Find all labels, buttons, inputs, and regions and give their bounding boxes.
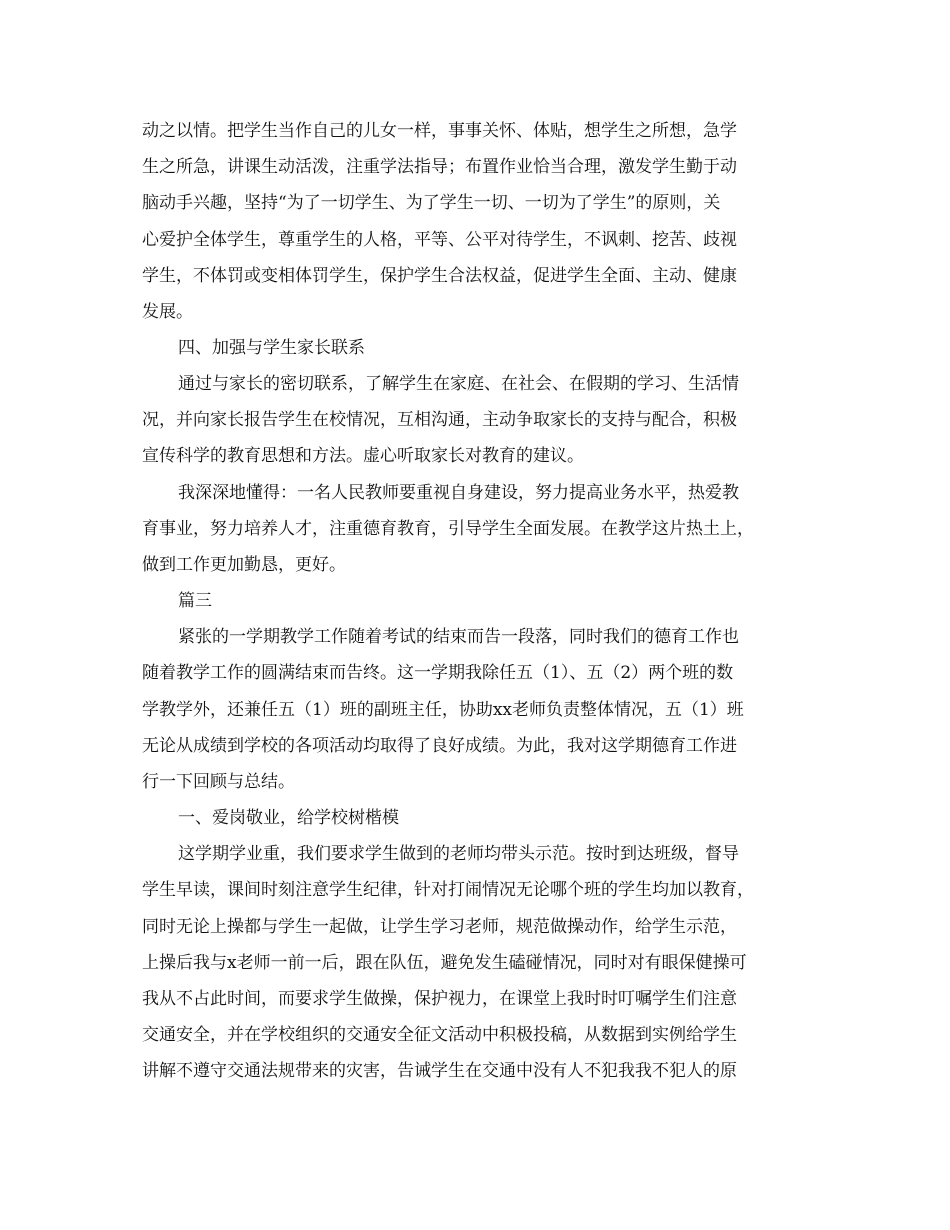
text-line: 学教学外，还兼任五（1）班的副班主任，协助xx老师负责整体情况，五（1）班 [142,700,744,720]
text-line: 这学期学业重，我们要求学生做到的老师均带头示范。按时到达班级，督导 [178,844,739,864]
text-line: 通过与家长的密切联系，了解学生在家庭、在社会、在假期的学习、生活情 [178,374,739,394]
text-line: 交通安全，并在学校组织的交通安全征文活动中积极投稿，从数据到实例给学生 [142,1025,737,1045]
text-line: 动之以情。把学生当作自己的儿女一样，事事关怀、体贴，想学生之所想，急学 [142,121,737,141]
text-line: 脑动手兴趣，坚持“为了一切学生、为了学生一切、一切为了学生”的原则，关 [142,193,721,213]
text-line: 宣传科学的教育思想和方法。虚心听取家长对教育的建议。 [142,446,584,466]
text-line: 生之所急，讲课生动活泼，注重学法指导；布置作业恰当合理，激发学生勤于动 [142,157,737,177]
text-line: 学生早读，课间时刻注意学生纪律，针对打闹情况无论哪个班的学生均加以教育， [142,880,754,900]
section-heading: 一、爱岗敬业，给学校树楷模 [178,808,399,828]
text-line: 无论从成绩到学校的各项活动均取得了良好成绩。为此，我对这学期德育工作进 [142,736,737,756]
text-line: 况，并向家长报告学生在校情况，互相沟通，主动争取家长的支持与配合，积极 [142,410,737,430]
text-line: 行一下回顾与总结。 [142,772,295,792]
text-line: 我深深地懂得：一名人民教师要重视自身建设，努力提高业务水平，热爱教 [178,483,739,503]
text-line: 随着教学工作的圆满结束而告终。这一学期我除任五（1）、五（2）两个班的数 [142,663,734,683]
text-line: 上操后我与x老师一前一后，跟在队伍，避免发生磕碰情况，同时对有眼保健操可 [142,953,747,973]
text-line: 育事业，努力培养人才，注重德育教育，引导学生全面发展。在教学这片热土上， [142,519,754,539]
text-line: 同时无论上操都与学生一起做，让学生学习老师，规范做操动作，给学生示范， [142,917,737,937]
text-line: 紧张的一学期教学工作随着考试的结束而告一段落，同时我们的德育工作也 [178,627,739,647]
text-line: 做到工作更加勤恳，更好。 [142,555,346,575]
text-line: 讲解不遵守交通法规带来的灾害，告诫学生在交通中没有人不犯我我不犯人的原 [142,1061,737,1081]
text-line: 学生，不体罚或变相体罚学生，保护学生合法权益，促进学生全面、主动、健康 [142,266,737,286]
section-heading: 篇三 [178,591,212,611]
text-line: 发展。 [142,302,193,322]
text-line: 我从不占此时间，而要求学生做操，保护视力，在课堂上我时时叮嘱学生们注意 [142,989,737,1009]
section-heading: 四、加强与学生家长联系 [178,338,365,358]
text-line: 心爱护全体学生，尊重学生的人格，平等、公平对待学生，不讽刺、挖苦、歧视 [142,230,737,250]
